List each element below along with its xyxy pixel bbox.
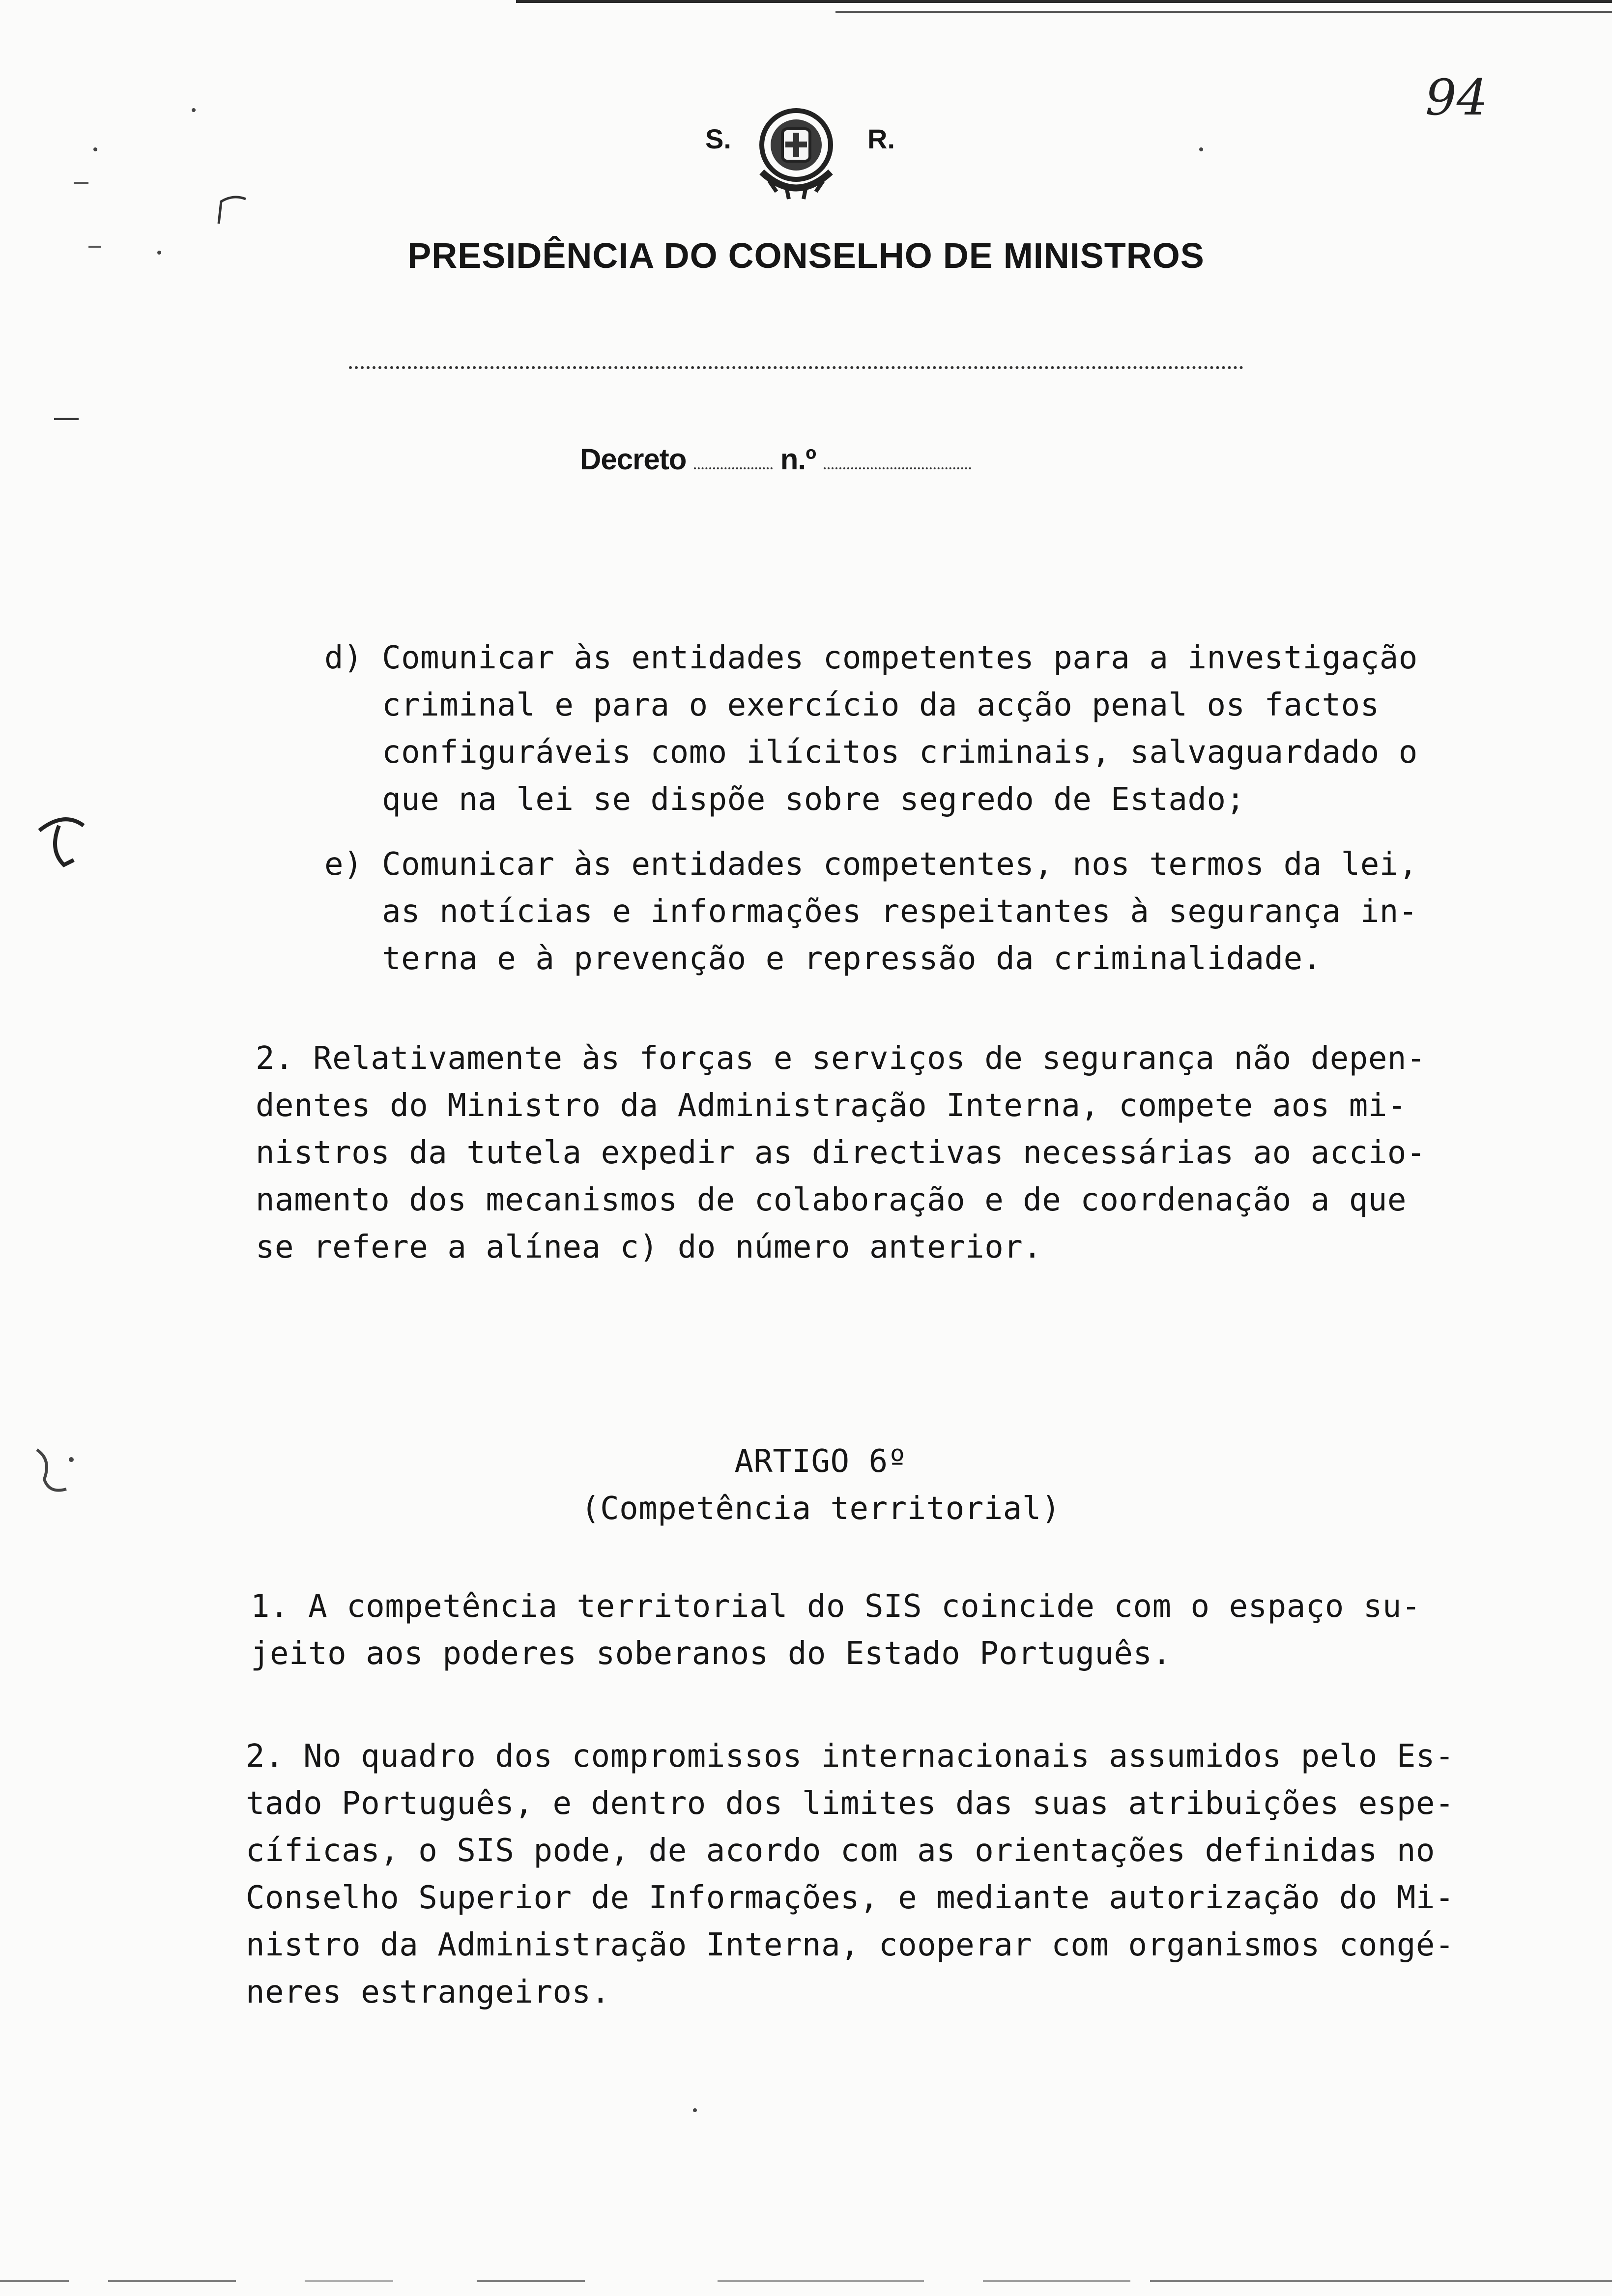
text-line: d) Comunicar às entidades competentes para a investigação bbox=[324, 640, 1418, 676]
item-e bbox=[324, 794, 1418, 982]
text-line: 1. A competência territorial do SIS coincide com o espaço su- bbox=[251, 1588, 1421, 1625]
decree-number-blank bbox=[824, 445, 971, 469]
text-line: neres estrangeiros. bbox=[246, 1974, 610, 2010]
header-divider bbox=[349, 366, 1243, 369]
margin-mark-icon bbox=[27, 1440, 81, 1504]
text-line: nistros da tutela expedir as directivas necessárias ao accio- bbox=[256, 1135, 1426, 1171]
text-line: se refere a alínea c) do número anterior. bbox=[256, 1229, 1042, 1265]
item-d bbox=[324, 587, 1418, 823]
decree-blank bbox=[694, 445, 773, 469]
text-line: configuráveis como ilícitos criminais, salvaguardado o bbox=[324, 734, 1418, 771]
article-6-paragraph-2 bbox=[246, 1686, 1454, 2016]
article-heading bbox=[0, 1391, 1612, 1532]
text-line: tado Português, e dentro dos limites das suas atribuições espe- bbox=[246, 1785, 1454, 1822]
paragraph-2 bbox=[256, 988, 1426, 1271]
handwritten-page-number: 94 bbox=[1425, 69, 1488, 126]
text-line: terna e à prevenção e repressão da criminalidade. bbox=[324, 941, 1322, 977]
decree-number-label: n.º bbox=[780, 443, 816, 476]
text-line: que na lei se dispõe sobre segredo de Estado; bbox=[324, 781, 1245, 818]
text-line: 2. No quadro dos compromissos internacionais assumidos pelo Es- bbox=[246, 1738, 1454, 1775]
text-line: e) Comunicar às entidades competentes, nos termos da lei, bbox=[324, 846, 1418, 883]
scan-dash bbox=[54, 418, 79, 420]
coat-of-arms-icon bbox=[742, 98, 850, 206]
margin-tick-mark-icon bbox=[29, 806, 98, 885]
scan-edge-line bbox=[835, 11, 1612, 13]
scan-edge-line bbox=[516, 0, 1612, 3]
scan-dash bbox=[74, 182, 88, 184]
scan-edge-line bbox=[305, 2280, 393, 2282]
article-subtitle: (Competência territorial) bbox=[581, 1491, 1061, 1527]
scan-speck bbox=[157, 251, 161, 255]
header-initial-s: S. bbox=[705, 123, 731, 154]
text-line: criminal e para o exercício da acção penal os factos bbox=[324, 687, 1380, 723]
scan-dash bbox=[88, 246, 101, 248]
header-initial-r: R. bbox=[867, 123, 895, 154]
text-line: cíficas, o SIS pode, de acordo com as orientações definidas no bbox=[246, 1833, 1435, 1869]
text-line: jeito aos poderes soberanos do Estado Português. bbox=[251, 1636, 1172, 1672]
text-line: Conselho Superior de Informações, e mediante autorização do Mi- bbox=[246, 1880, 1454, 1916]
decree-label: Decreto bbox=[580, 443, 687, 476]
margin-mark-icon bbox=[211, 192, 251, 226]
scan-speck bbox=[192, 108, 196, 112]
ministry-heading: PRESIDÊNCIA DO CONSELHO DE MINISTROS bbox=[407, 236, 1205, 276]
text-line: namento dos mecanismos de colaboração e de coordenação a que bbox=[256, 1182, 1407, 1218]
scan-speck bbox=[93, 147, 97, 151]
text-line: 2. Relativamente às forças e serviços de segurança não depen- bbox=[256, 1040, 1426, 1077]
scan-edge-line bbox=[983, 2280, 1130, 2282]
text-line: as notícias e informações respeitantes à segurança in- bbox=[324, 893, 1418, 930]
scan-speck bbox=[1199, 147, 1203, 151]
scan-edge-line bbox=[0, 2280, 69, 2282]
scan-speck bbox=[693, 2108, 697, 2112]
text-line: nistro da Administração Interna, cooperar com organismos congé- bbox=[246, 1927, 1454, 1963]
scan-edge-line bbox=[1150, 2280, 1612, 2282]
decree-line bbox=[580, 442, 971, 476]
article-6-paragraph-1 bbox=[251, 1536, 1421, 1677]
scan-edge-line bbox=[718, 2280, 924, 2282]
scan-edge-line bbox=[108, 2280, 236, 2282]
scan-edge-line bbox=[477, 2280, 585, 2282]
article-title: ARTIGO 6º bbox=[734, 1443, 907, 1480]
text-line: dentes do Ministro da Administração Interna, compete aos mi- bbox=[256, 1088, 1407, 1124]
